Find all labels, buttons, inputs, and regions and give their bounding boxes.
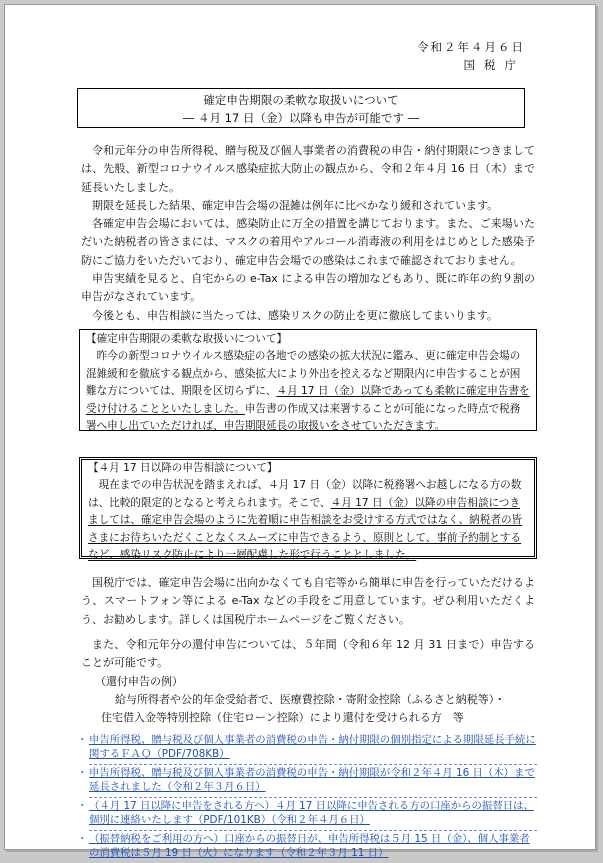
consultation-box bbox=[79, 457, 537, 562]
box-heading: 【確定申告期限の柔軟な取扱いについて】 bbox=[86, 333, 288, 345]
intro-paragraph: 期限を延長した結果、確定申告会場の混雑は例年に比べかなり緩和されています。 bbox=[92, 198, 499, 212]
issuing-agency: 国税庁 bbox=[463, 58, 525, 72]
issue-date: 令和２年４月６日 bbox=[417, 40, 525, 54]
intro-paragraph: 各確定申告会場においては、感染防止に万全の措置を講じております。また、ご来場いただいた納税者の皆さまには、マスクの着用やアルコール消毒液の利用をはじめとした感染予防にご協力をいただいており、確定申告会場での感染はこれまで確認されておりません。 bbox=[81, 217, 535, 267]
etax-section bbox=[81, 574, 535, 629]
document-page bbox=[4, 4, 596, 860]
bullet: ・ bbox=[77, 800, 88, 813]
title-box bbox=[77, 88, 525, 128]
related-links bbox=[77, 734, 537, 863]
refund-example-heading: （還付申告の例） bbox=[95, 674, 183, 688]
intro-paragraph: 申告実績を見ると、自宅からの e-Tax による申告の増加などもあり、既に昨年の約９割の申告がなされています。 bbox=[81, 272, 535, 304]
bullet: ・ bbox=[77, 734, 88, 746]
link-text[interactable]: （４月 17 日以降に申告をされる方へ）４月 17 日以降に申告される方の口座からの振替日は、個別に連絡いたします（PDF/101KB）（令和２年４月６日） bbox=[89, 800, 534, 826]
box-heading: 【４月 17 日以降の申告相談について】 bbox=[88, 462, 278, 474]
bullet: ・ bbox=[77, 767, 88, 780]
intro-paragraph: 令和元年分の申告所得税、贈与税及び個人事業者の消費税の申告・納付期限につきましては、先般、新型コロナウイルス感染症拡大防止の観点から、令和２年４月 16 日（木）まで延長いたしました。 bbox=[81, 144, 535, 194]
box-text: 昨今の新型コロナウイルス感染症の各地での感染の拡大状況に鑑み、更に確定申告会場の混雑緩和を徹底する観点から、感染拡大により外出を控えるなど期限内に申告することが困難な方については、期限を区切らずに、 bbox=[86, 350, 521, 398]
link-separator bbox=[89, 830, 537, 831]
box-paragraph bbox=[88, 477, 528, 564]
intro-section bbox=[81, 142, 535, 325]
title-line-2: ― ４月 17 日（金）以降も申告が可能です ― bbox=[182, 111, 420, 125]
link-text[interactable]: 申告所得税、贈与税及び個人事業者の消費税の申告・納付期限の個別指定による期限延長手続に関するＦＡＱ（PDF/708KB） bbox=[89, 734, 536, 760]
etax-paragraph: 国税庁では、確定申告会場に出向かなくても自宅等から簡単に申告を行っていただけるよう、スマートフォン等による e-Tax などの手段をご用意しています。ぜひ利用いただくよう、お勧めします。詳しくは国税庁ホームページをご覧ください。 bbox=[81, 576, 535, 626]
related-link-transfer-after-apr17[interactable] bbox=[77, 800, 537, 828]
refund-example-line: 住宅借入金等特別控除（住宅ローン控除）により還付を受けられる方 等 bbox=[101, 710, 464, 724]
refund-paragraph: また、令和元年分の還付申告については、５年間（令和６年 12 月 31 日まで）申告することが可能です。 bbox=[81, 638, 535, 670]
box-text: 現在までの申告状況を踏まえれば、４月 17 日（金）以降に税務署へお越しになる方の数は、比較的限定的となると考えられます。そこで、 bbox=[88, 479, 522, 509]
intro-paragraph: 今後とも、申告相談に当たっては、感染リスクの防止を更に徹底してまいります。 bbox=[92, 308, 498, 322]
related-link-faq[interactable] bbox=[77, 734, 537, 762]
link-separator bbox=[89, 764, 537, 765]
box-text: 申告書の作成又は来署することが可能になった時点で税務署へ申し出ていただければ、申告期限延長の取扱いをさせていただきます。 bbox=[86, 402, 521, 433]
link-separator bbox=[89, 797, 537, 798]
link-text[interactable]: （振替納税をご利用の方へ）口座からの振替日が、申告所得税は５月 15 日（金）、個人事業者の消費税は５月 19 日（火）になります（令和２年３月 11 日） bbox=[89, 833, 530, 860]
refund-section bbox=[81, 636, 535, 727]
title-line-1: 確定申告期限の柔軟な取扱いについて bbox=[203, 93, 399, 107]
box-underlined-text: ４月 17 日（金）以降であっても柔軟に確定申告書を受け付けることといたしました。 bbox=[86, 385, 530, 415]
flexible-deadline-box bbox=[79, 329, 537, 431]
link-text[interactable]: 申告所得税、贈与税及び個人事業者の消費税の申告・納付期限が令和２年４月 16 日（木）まで延長されました（令和２年３月６日） bbox=[89, 767, 535, 793]
bullet: ・ bbox=[77, 833, 88, 846]
refund-example-line: 給与所得者や公的年金受給者で、医療費控除・寄附金控除（ふるさと納税等）・ bbox=[115, 692, 506, 706]
related-link-transfer-dates[interactable] bbox=[77, 833, 537, 861]
box-paragraph bbox=[86, 348, 530, 435]
box-underlined-text: ４月 17 日（金）以降の申告相談につきましては、確定申告会場のように先着順に申告相談をお受けする方式ではなく、納税者の皆さまにお待ちいただくことなくスムーズに申告できるよう、原則として、事前予約制とするなど、感染リスク防止により一層配慮した形で行うこととしました。 bbox=[88, 496, 523, 562]
related-link-extension[interactable] bbox=[77, 767, 537, 795]
